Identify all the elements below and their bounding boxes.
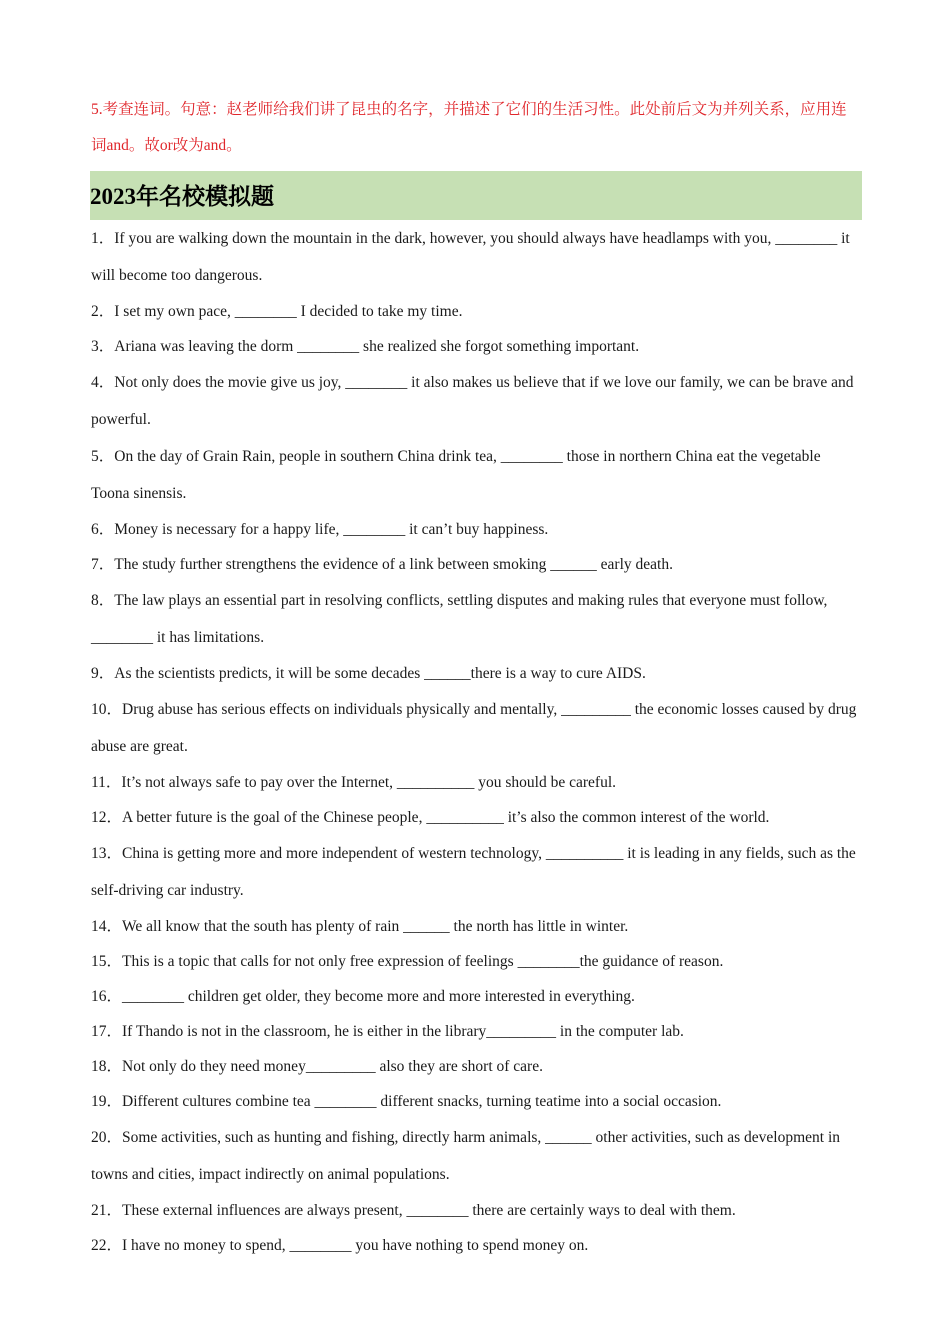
question-item: 15．This is a topic that calls for not only free expression of feelings ________the guidance of reason. xyxy=(91,953,724,970)
question-item: 7．The study further strengthens the evidence of a link between smoking ______ early death. xyxy=(91,556,673,573)
question-item: 12．A better future is the goal of the Chinese people, __________ it’s also the common interest of the world. xyxy=(91,809,770,826)
question-item: 5．On the day of Grain Rain, people in southern China drink tea, ________ those in northern China eat the vegetable Toona sinensis. xyxy=(91,448,821,502)
question-item: 20．Some activities, such as hunting and fishing, directly harm animals, ______ other activities, such as development in towns and cities, impact indirectly on animal populations. xyxy=(91,1129,841,1183)
question-list xyxy=(91,220,861,1263)
question-item: 11．It’s not always safe to pay over the Internet, __________ you should be careful. xyxy=(91,774,617,791)
question-item: 1．If you are walking down the mountain in the dark, however, you should always have headlamps with you, ________ it will become too dangerous. xyxy=(91,230,850,284)
question-item: 4．Not only does the movie give us joy, ________ it also makes us believe that if we love our family, we can be brave and powerful. xyxy=(91,374,854,428)
question-item: 2．I set my own pace, ________ I decided to take my time. xyxy=(91,303,463,320)
question-item: 18．Not only do they need money_________ also they are short of care. xyxy=(91,1058,543,1075)
question-item: 6．Money is necessary for a happy life, ________ it can’t buy happiness. xyxy=(91,521,549,538)
question-item: 3．Ariana was leaving the dorm ________ she realized she forgot something important. xyxy=(91,338,640,355)
question-item: 9．As the scientists predicts, it will be some decades ______there is a way to cure AIDS. xyxy=(91,665,646,682)
section-heading: 2023年名校模拟题 xyxy=(90,171,862,220)
question-item: 21．These external influences are always present, ________ there are certainly ways to deal with them. xyxy=(91,1202,736,1219)
question-item: 19．Different cultures combine tea ________ different snacks, turning teatime into a social occasion. xyxy=(91,1093,722,1110)
question-item: 10．Drug abuse has serious effects on individuals physically and mentally, _________ the economic losses caused by drug abuse are great. xyxy=(91,701,857,755)
document-page xyxy=(91,92,861,1263)
question-item: 22．I have no money to spend, ________ you have nothing to spend money on. xyxy=(91,1237,589,1254)
question-item: 16．________ children get older, they become more and more interested in everything. xyxy=(91,988,635,1005)
question-item: 17．If Thando is not in the classroom, he is either in the library_________ in the computer lab. xyxy=(91,1023,684,1040)
question-item: 8．The law plays an essential part in resolving conflicts, settling disputes and making rules that everyone must follow, ________ it has limitations. xyxy=(91,592,828,646)
answer-note: 5.考查连词。句意：赵老师给我们讲了昆虫的名字，并描述了它们的生活习性。此处前后文为并列关系，应用连词and。故or改为and。 xyxy=(91,101,847,154)
question-item: 14．We all know that the south has plenty of rain ______ the north has little in winter. xyxy=(91,918,629,935)
question-item: 13．China is getting more and more independent of western technology, __________ it is leading in any fields, such as the self-driving car industry. xyxy=(91,845,856,899)
